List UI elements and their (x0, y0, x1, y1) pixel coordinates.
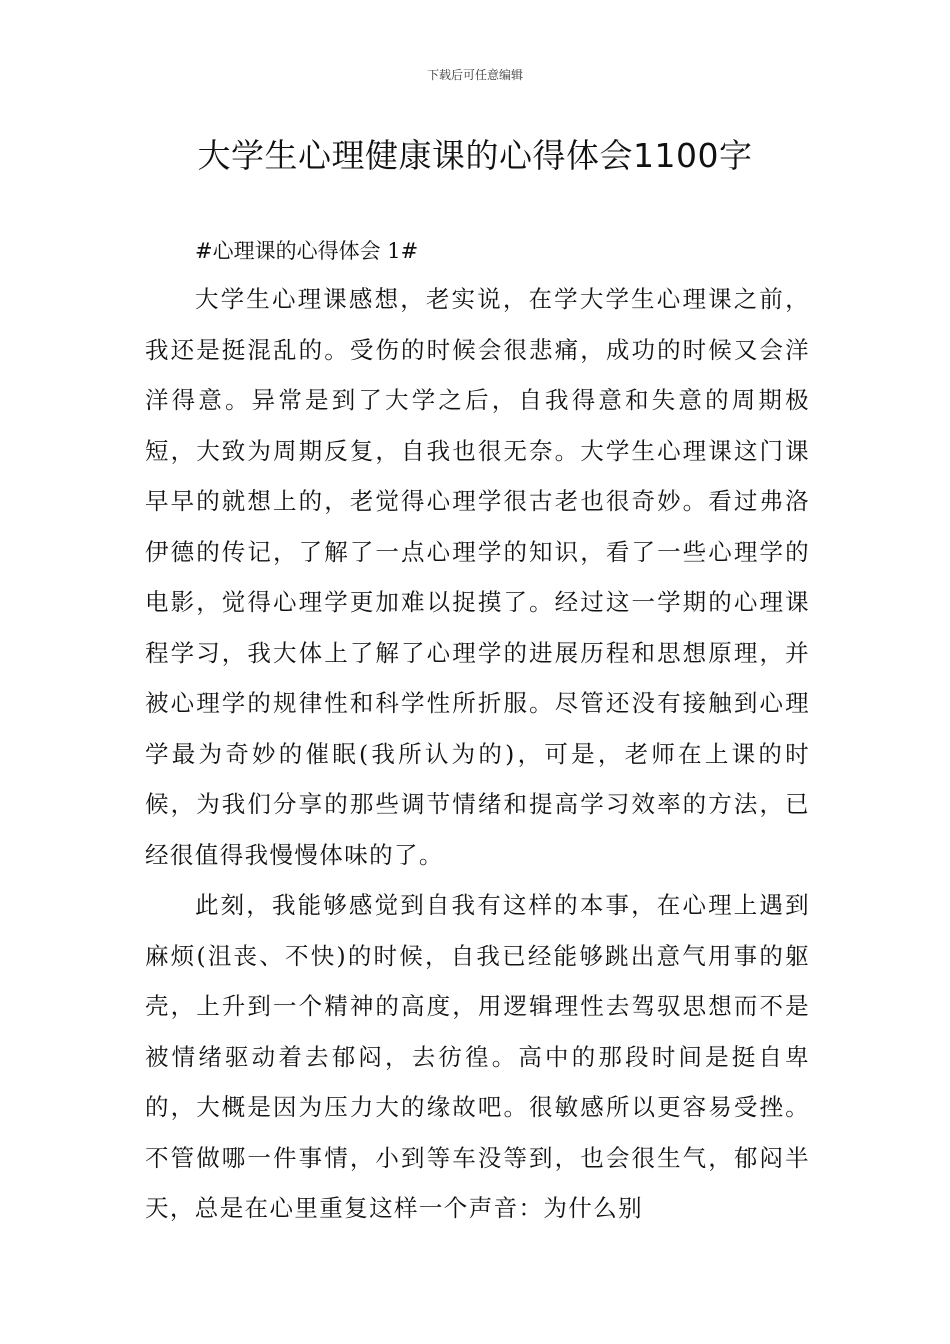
header-note: 下载后可任意编辑 (426, 68, 523, 82)
document-title: 大学生心理健康课的心得体会1100字 (197, 136, 753, 175)
paragraph-2: 此刻，我能够感觉到自我有这样的本事，在心理上遇到麻烦(沮丧、不快)的时候，自我已经能够跳出意气用事的躯壳，上升到一个精神的高度，用逻辑理性去驾驭思想而不是被情绪驱动着去郁闷，去彷徨。高中的那段时间是挺自卑的，大概是因为压力大的缘故吧。很敏感所以更容易受挫。不管做哪一件事情，小到等车没等到，也会很生气，郁闷半天，总是在心里重复这样一个声音：为什么别 (145, 891, 810, 1222)
paragraph-1: 大学生心理课感想，老实说，在学大学生心理课之前，我还是挺混乱的。受伤的时候会很悲痛，成功的时候又会洋洋得意。异常是到了大学之后，自我得意和失意的周期极短，大致为周期反复，自我也很无奈。大学生心理课这门课早早的就想上的，老觉得心理学很古老也很奇妙。看过弗洛伊德的传记，了解了一点心理学的知识，看了一些心理学的电影，觉得心理学更加难以捉摸了。经过这一学期的心理课程学习，我大体上了解了心理学的进展历程和思想原理，并被心理学的规律性和科学性所折服。尽管还没有接触到心理学最为奇妙的催眠(我所认为的)，可是，老师在上课的时候，为我们分享的那些调节情绪和提高学习效率的方法，已经很值得我慢慢体味的了。 (145, 285, 810, 869)
document-body (145, 226, 810, 1234)
section-heading: #心理课的心得体会 1# (195, 239, 419, 263)
